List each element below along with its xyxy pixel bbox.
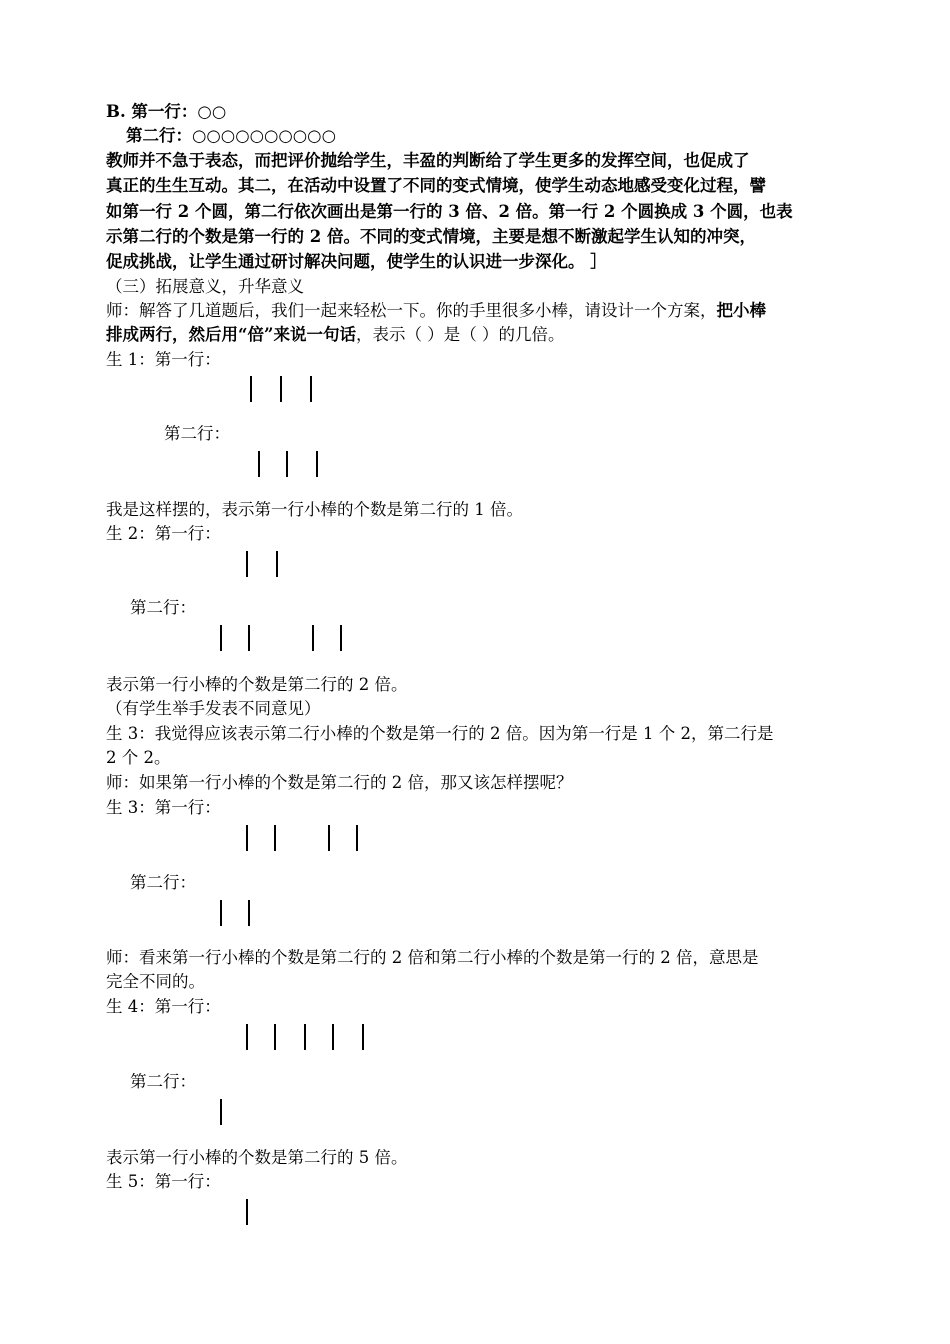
s1-say: 我是这样摆的，表示第一行小棒的个数是第二行的 1 倍。 <box>106 500 523 519</box>
teacher-summary-line-2: 完全不同的。 <box>106 972 205 991</box>
teacher-line-2-bold: 排成两行，然后用“倍”来说一句话 <box>106 325 356 344</box>
stick <box>304 1024 306 1050</box>
bold-para-line-5: 促成挑战，让学生通过研讨解决问题，使学生的认识进一步深化。 ］ <box>106 252 607 271</box>
s4-row2-label: 第二行： <box>130 1072 196 1091</box>
section-heading: （三）拓展意义，升华意义 <box>106 277 304 296</box>
note: （有学生举手发表不同意见） <box>106 699 321 718</box>
teacher-line-1-text: 师：解答了几道题后，我们一起来轻松一下。你的手里很多小棒，请设计一个方案， <box>106 301 717 320</box>
stick <box>250 376 252 402</box>
s3-row1-label: 生 3：第一行： <box>106 798 221 817</box>
bold-para-line-1: 教师并不急于表态，而把评价抛给学生，丰盈的判断给了学生更多的发挥空间，也促成了 <box>106 151 750 170</box>
stick <box>328 825 330 851</box>
bold-para-line-2: 真正的生生互动。其二，在活动中设置了不同的变式情境，使学生动态地感受变化过程，譬 <box>106 176 766 195</box>
stick <box>220 625 222 651</box>
stick <box>246 1199 248 1225</box>
s5-row1-label: 生 5：第一行： <box>106 1172 221 1191</box>
teacher-line-1 <box>106 299 766 323</box>
stick <box>280 376 282 402</box>
stick <box>274 825 276 851</box>
stick <box>246 825 248 851</box>
b-row1: B. 第一行：○○ <box>106 102 227 121</box>
stick <box>356 825 358 851</box>
stick <box>332 1024 334 1050</box>
stick <box>258 451 260 477</box>
b-row2: 第二行：○○○○○○○○○○ <box>126 126 336 145</box>
s4-say: 表示第一行小棒的个数是第二行的 5 倍。 <box>106 1148 408 1167</box>
teacher-line-1-bold: 把小棒 <box>716 301 766 320</box>
stick <box>220 1099 222 1125</box>
stick <box>362 1024 364 1050</box>
stick <box>248 625 250 651</box>
s3-row2-label: 第二行： <box>130 873 196 892</box>
s2-row1-label: 生 2：第一行： <box>106 524 221 543</box>
s3-say-line-1: 生 3：我觉得应该表示第二行小棒的个数是第一行的 2 倍。因为第一行是 1 个 2，第二行是 <box>106 724 774 743</box>
stick <box>246 551 248 577</box>
stick <box>246 1024 248 1050</box>
teacher-line-2-text: ，表示（ ）是（ ）的几倍。 <box>355 325 565 344</box>
s2-row2-label: 第二行： <box>130 598 196 617</box>
stick <box>274 1024 276 1050</box>
s2-say: 表示第一行小棒的个数是第二行的 2 倍。 <box>106 675 408 694</box>
teacher-summary-line-1: 师：看来第一行小棒的个数是第二行的 2 倍和第二行小棒的个数是第一行的 2 倍，意思是 <box>106 948 759 967</box>
stick <box>220 900 222 926</box>
s4-row1-label: 生 4：第一行： <box>106 997 221 1016</box>
stick <box>286 451 288 477</box>
bold-para-line-4: 示第二行的个数是第一行的 2 倍。不同的变式情境，主要是想不断激起学生认知的冲突， <box>106 227 756 246</box>
teacher-question: 师：如果第一行小棒的个数是第二行的 2 倍，那又该怎样摆呢？ <box>106 773 573 792</box>
stick <box>310 376 312 402</box>
stick <box>340 625 342 651</box>
s1-row1-label: 生 1：第一行： <box>106 350 221 369</box>
stick <box>276 551 278 577</box>
stick <box>248 900 250 926</box>
s1-row2-label: 第二行： <box>164 424 230 443</box>
stick <box>312 625 314 651</box>
bold-para-line-3: 如第一行 2 个圆，第二行依次画出是第一行的 3 倍、2 倍。第一行 2 个圆换成 3 个圆，也表 <box>106 202 793 221</box>
s3-say-line-2: 2 个 2。 <box>106 748 171 767</box>
teacher-line-2 <box>106 323 564 347</box>
stick <box>316 451 318 477</box>
